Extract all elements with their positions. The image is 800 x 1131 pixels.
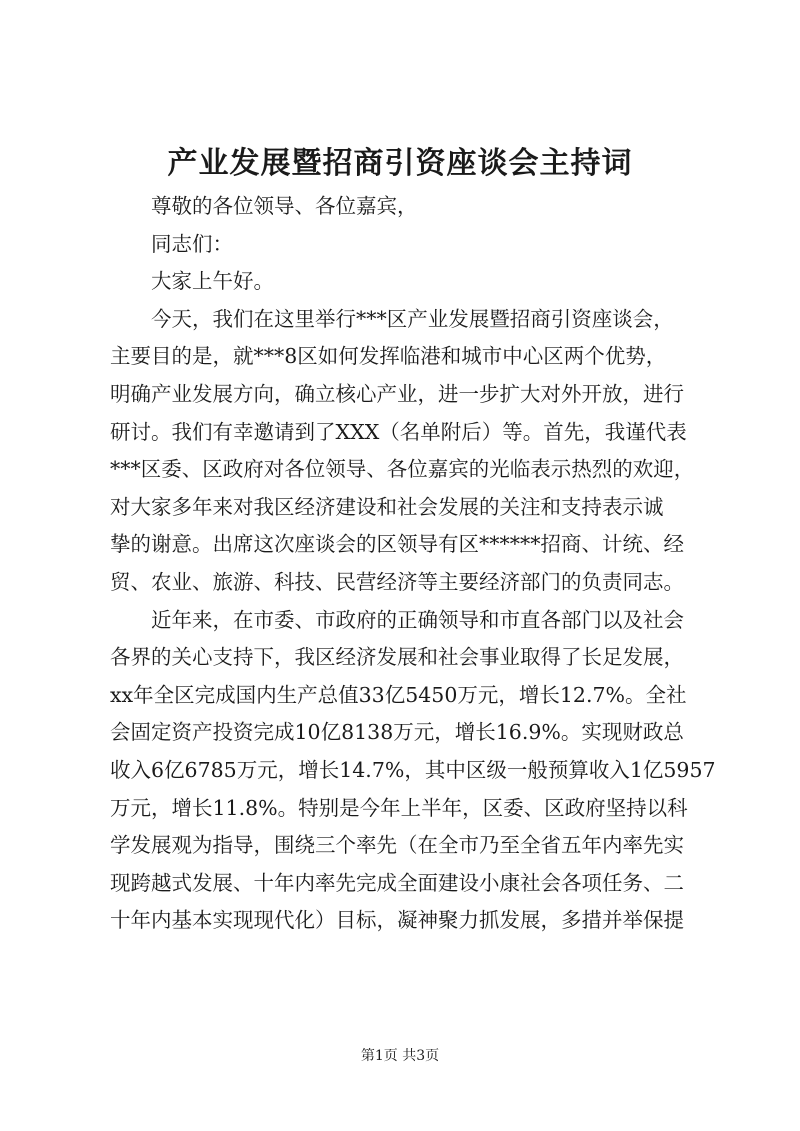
paragraph-line: 会固定资产投资完成10亿8138万元，增长16.9%。实现财政总 [110,720,684,745]
paragraph-line: 对大家多年来对我区经济建设和社会发展的关注和支持表示诚 [110,494,664,519]
paragraph-line: 主要目的是，就***8区如何发挥临港和城市中心区两个优势， [110,344,667,369]
paragraph-line: 近年来，在市委、市政府的正确领导和市直各部门以及社会 [151,607,684,632]
salutation-line: 同志们： [151,231,233,256]
paragraph-line: 贸、农业、旅游、科技、民营经济等主要经济部门的负责同志。 [110,569,684,594]
document-title: 产业发展暨招商引资座谈会主持词 [167,146,633,181]
paragraph-line: 各界的关心支持下，我区经济发展和社会事业取得了长足发展， [110,645,684,670]
page-footer: 第1页 共3页 [360,1048,440,1064]
paragraph-line: 今天，我们在这里举行***区产业发展暨招商引资座谈会， [151,306,674,331]
paragraph-line: 收入6亿6785万元，增长14.7%，其中区级一般预算收入1亿5957 [110,757,716,782]
greeting-line: 大家上午好。 [151,269,274,294]
document-body [110,188,714,940]
paragraph-line: 万元，增长11.8%。特别是今年上半年，区委、区政府坚持以科 [110,795,688,820]
paragraph-line: ***区委、区政府对各位领导、各位嘉宾的光临表示热烈的欢迎， [110,457,695,482]
paragraph-line: 明确产业发展方向，确立核心产业，进一步扩大对外开放，进行 [110,381,684,406]
paragraph-line: xx年全区完成国内生产总值33亿5450万元，增长12.7%。全社 [110,682,687,707]
paragraph-line: 挚的谢意。出席这次座谈会的区领导有区******招商、计统、经 [110,532,684,557]
salutation-line: 尊敬的各位领导、各位嘉宾， [151,194,418,218]
paragraph-line: 研讨。我们有幸邀请到了XXX（名单附后）等。首先，我谨代表 [110,419,687,444]
paragraph-line: 现跨越式发展、十年内率先完成全面建设小康社会各项任务、二 [110,870,684,895]
paragraph-line: 十年内基本实现现代化）目标，凝神聚力抓发展，多措并举保提 [110,908,684,933]
paragraph-line: 学发展观为指导，围绕三个率先（在全市乃至全省五年内率先实 [110,833,684,858]
